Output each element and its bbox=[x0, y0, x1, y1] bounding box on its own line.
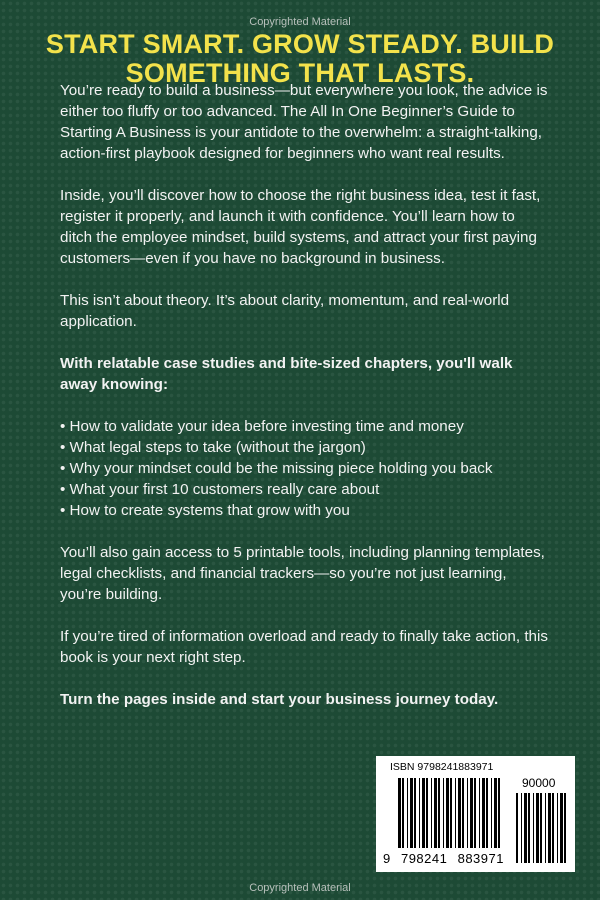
list-item: • What your first 10 customers really care about bbox=[60, 481, 380, 498]
back-cover-text bbox=[60, 80, 550, 731]
barcode-digits bbox=[382, 851, 505, 866]
list-intro: With relatable case studies and bite-sized chapters, you'll walk away knowing: bbox=[60, 355, 513, 393]
barcode-bar bbox=[540, 793, 542, 863]
paragraph: You’re ready to build a business—but everywhere you look, the advice is either too fluffy or too advanced. The All In One Beginner’s Guide to Starting A Business is your antidote to the overwhelm: a straight-talking, action-first playbook designed for beginners who want real results. bbox=[60, 82, 548, 162]
copyright-watermark: Copyrighted Material bbox=[249, 16, 351, 28]
barcode-bar bbox=[491, 778, 492, 848]
paragraph: Inside, you’ll discover how to choose the right business idea, test it fast, register it properly, and launch it with confidence. You’ll learn how to ditch the employee mindset, build systems, and attract your first paying customers—even if you have no background in business. bbox=[60, 187, 541, 267]
isbn-barcode bbox=[376, 756, 575, 872]
barcode-bar bbox=[458, 778, 461, 848]
barcode-bar bbox=[402, 778, 404, 848]
digit-group: 883971 bbox=[457, 851, 504, 866]
list-item: • Why your mindset could be the missing piece holding you back bbox=[60, 460, 493, 477]
barcode-bar bbox=[455, 778, 456, 848]
call-to-action: Turn the pages inside and start your business journey today. bbox=[60, 691, 499, 708]
barcode-bar bbox=[438, 778, 440, 848]
barcode-bar bbox=[443, 778, 444, 848]
list-item: • What legal steps to take (without the jargon) bbox=[60, 439, 366, 456]
barcode-bar bbox=[560, 793, 563, 863]
list-item: • How to create systems that grow with you bbox=[60, 502, 350, 519]
barcode-bar bbox=[486, 778, 488, 848]
barcode-bar bbox=[450, 778, 452, 848]
barcode-bar bbox=[474, 778, 476, 848]
barcode-bar bbox=[414, 778, 416, 848]
barcode-bar bbox=[533, 793, 534, 863]
addon-bars bbox=[516, 793, 568, 863]
barcode-bar bbox=[431, 778, 432, 848]
barcode-bar bbox=[422, 778, 425, 848]
barcode-bar bbox=[528, 793, 530, 863]
barcode-bar bbox=[446, 778, 449, 848]
barcode-bar bbox=[521, 793, 522, 863]
paragraph: You’ll also gain access to 5 printable tools, including planning templates, legal checklists, and financial trackers—so you’re not just learning, you’re building. bbox=[60, 544, 545, 603]
barcode-bar bbox=[552, 793, 554, 863]
barcode-bar bbox=[434, 778, 437, 848]
barcode-bar bbox=[516, 793, 518, 863]
barcode-bar bbox=[479, 778, 480, 848]
bullet-list bbox=[60, 416, 550, 521]
digit-group: 9 bbox=[383, 851, 391, 866]
copyright-watermark-bottom: Copyrighted Material bbox=[249, 882, 351, 894]
barcode-bars bbox=[398, 778, 503, 848]
digit-group: 798241 bbox=[400, 851, 448, 866]
barcode-bar bbox=[398, 778, 401, 848]
barcode-bar bbox=[545, 793, 546, 863]
isbn-label: ISBN 9798241883971 bbox=[390, 761, 494, 773]
barcode-bar bbox=[407, 778, 408, 848]
headline: START SMART. GROW STEADY. BUILD SOMETHING THAT LASTS. bbox=[45, 29, 555, 88]
barcode-bar bbox=[557, 793, 558, 863]
barcode-bar bbox=[536, 793, 539, 863]
barcode-bar bbox=[494, 778, 497, 848]
barcode-bar bbox=[467, 778, 468, 848]
barcode-bar bbox=[498, 778, 500, 848]
barcode-bar bbox=[462, 778, 464, 848]
barcode-bar bbox=[482, 778, 485, 848]
price-addon: 90000 bbox=[522, 776, 556, 790]
paragraph: This isn’t about theory. It’s about clarity, momentum, and real-world application. bbox=[60, 292, 510, 330]
barcode-bar bbox=[419, 778, 420, 848]
barcode-bar bbox=[548, 793, 551, 863]
paragraph: If you’re tired of information overload and ready to finally take action, this book is your next right step. bbox=[60, 628, 548, 666]
barcode-bar bbox=[524, 793, 527, 863]
list-item: • How to validate your idea before investing time and money bbox=[60, 418, 464, 435]
barcode-bar bbox=[426, 778, 428, 848]
barcode-bar bbox=[470, 778, 473, 848]
barcode-bar bbox=[410, 778, 413, 848]
barcode-bar bbox=[564, 793, 566, 863]
